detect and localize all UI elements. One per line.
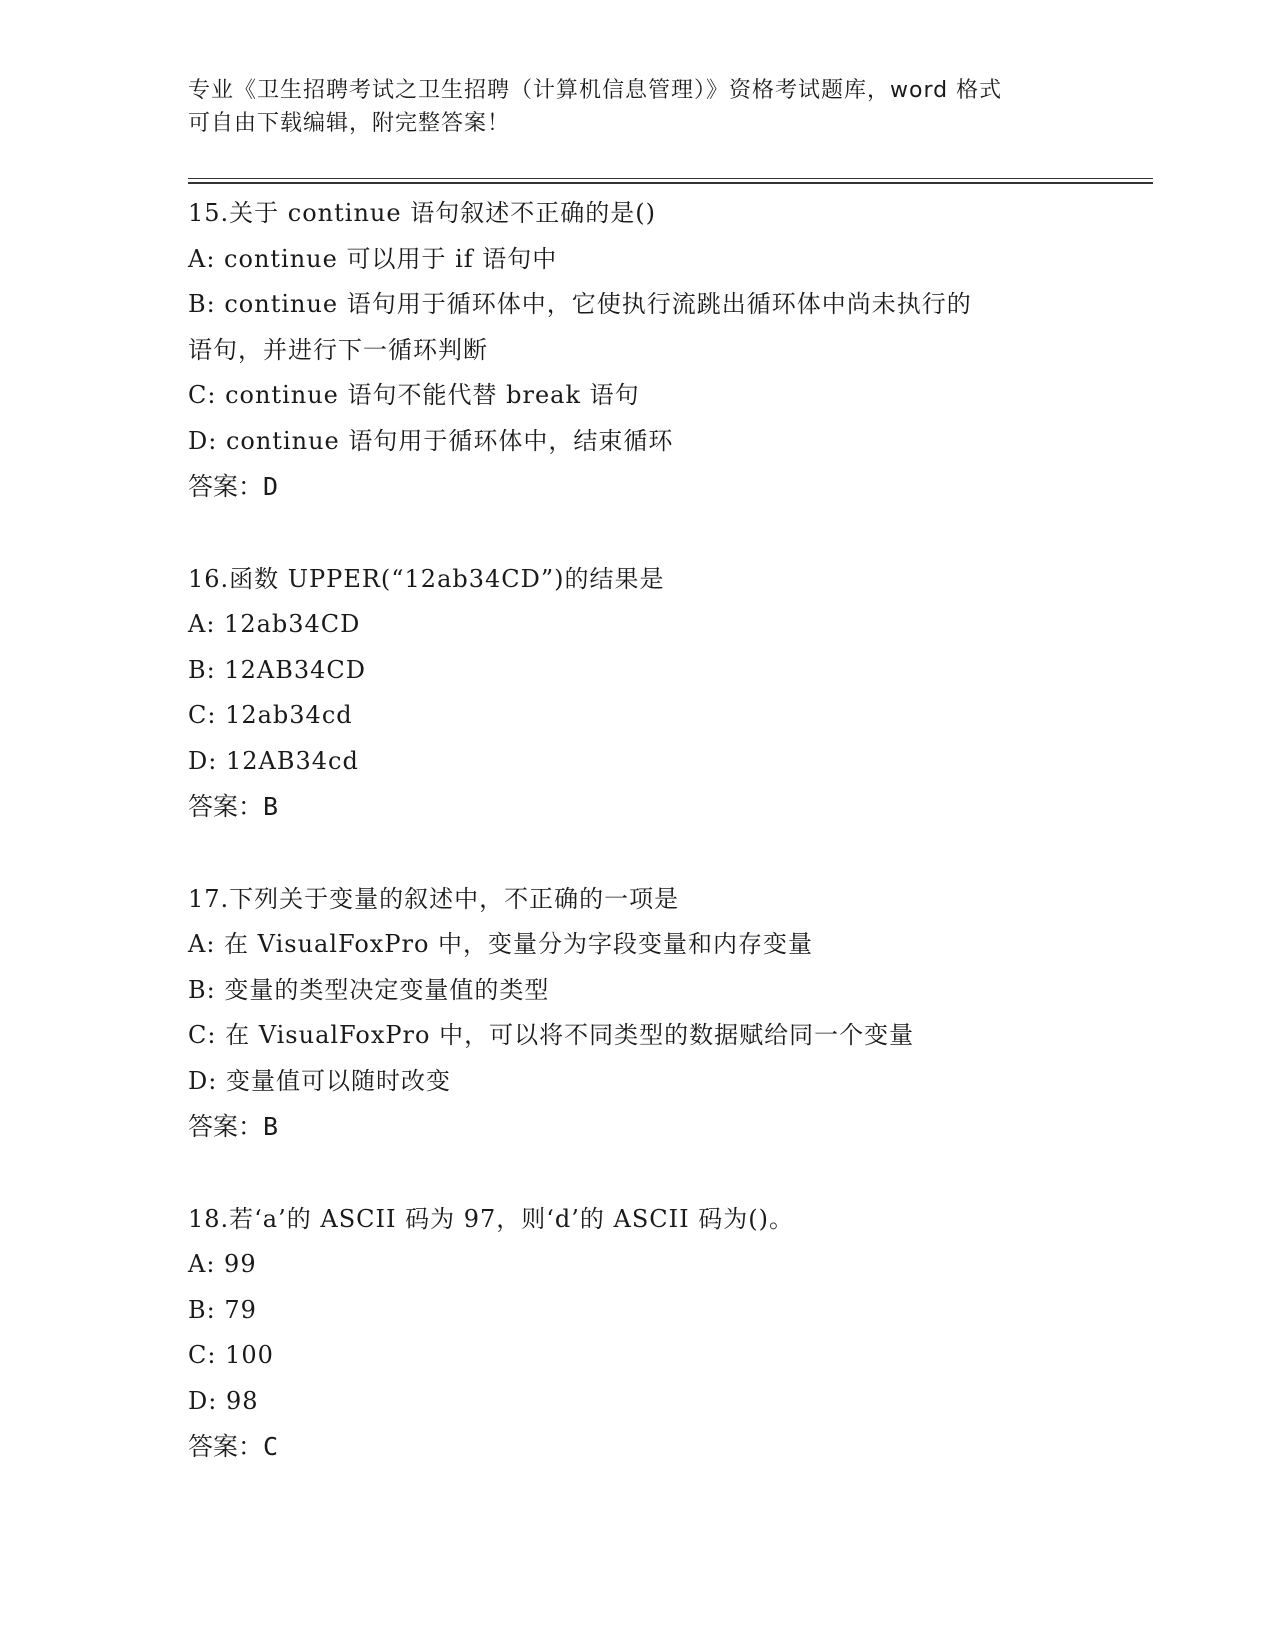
option-c: C: 在 VisualFoxPro 中，可以将不同类型的数据赋给同一个变量 [188, 1021, 915, 1049]
option-b: B: 变量的类型决定变量值的类型 [188, 975, 550, 1004]
header-divider-thin [188, 178, 1153, 179]
option-b: B: 79 [188, 1295, 257, 1324]
answer-label: 答案： [188, 1432, 264, 1461]
question-stem: 17.下列关于变量的叙述中，不正确的一项是 [188, 884, 680, 913]
option-d: D: 12AB34cd [188, 746, 359, 775]
option-c: C: 100 [188, 1341, 274, 1369]
answer-value: B [263, 1112, 279, 1141]
header-title-line-2: 可自由下载编辑，附完整答案！ [188, 111, 511, 136]
option-b-continuation: 语句，并进行下一循环判断 [188, 335, 488, 364]
option-a: A: continue 可以用于 if 语句中 [188, 244, 558, 273]
question-stem: 18.若‘a’的 ASCII 码为 97，则‘d’的 ASCII 码为()。 [188, 1204, 794, 1233]
answer [188, 464, 1168, 510]
option-c: C: 12ab34cd [188, 701, 353, 729]
question-15 [188, 191, 1168, 510]
option-a: A: 12ab34CD [188, 610, 361, 638]
answer-label: 答案： [188, 472, 264, 501]
answer-value: C [263, 1432, 279, 1461]
option-d: D: 变量值可以随时改变 [188, 1066, 451, 1095]
answer [188, 784, 1168, 830]
question-18 [188, 1197, 1168, 1470]
option-d: D: 98 [188, 1386, 259, 1415]
answer-label: 答案： [188, 1112, 264, 1141]
option-d: D: continue 语句用于循环体中，结束循环 [188, 426, 674, 455]
question-17 [188, 877, 1168, 1150]
question-list [188, 191, 1168, 1517]
answer [188, 1424, 1168, 1470]
option-a: A: 在 VisualFoxPro 中，变量分为字段变量和内存变量 [188, 930, 814, 958]
answer-value: D [263, 472, 279, 501]
question-stem: 16.函数 UPPER(“12ab34CD”)的结果是 [188, 564, 665, 593]
option-b: B: continue 语句用于循环体中，它使执行流跳出循环体中尚未执行的 [188, 290, 972, 318]
question-stem: 15.关于 continue 语句叙述不正确的是() [188, 199, 656, 227]
document-header [188, 74, 1088, 140]
answer-value: B [263, 792, 279, 821]
option-a: A: 99 [188, 1250, 257, 1278]
header-divider-thick [188, 182, 1153, 184]
question-16 [188, 557, 1168, 830]
option-c: C: continue 语句不能代替 break 语句 [188, 381, 640, 409]
answer-label: 答案： [188, 792, 264, 821]
header-title-line-1: 专业《卫生招聘考试之卫生招聘（计算机信息管理）》资格考试题库，word 格式 [188, 78, 1003, 103]
answer [188, 1104, 1168, 1150]
option-b: B: 12AB34CD [188, 655, 367, 684]
